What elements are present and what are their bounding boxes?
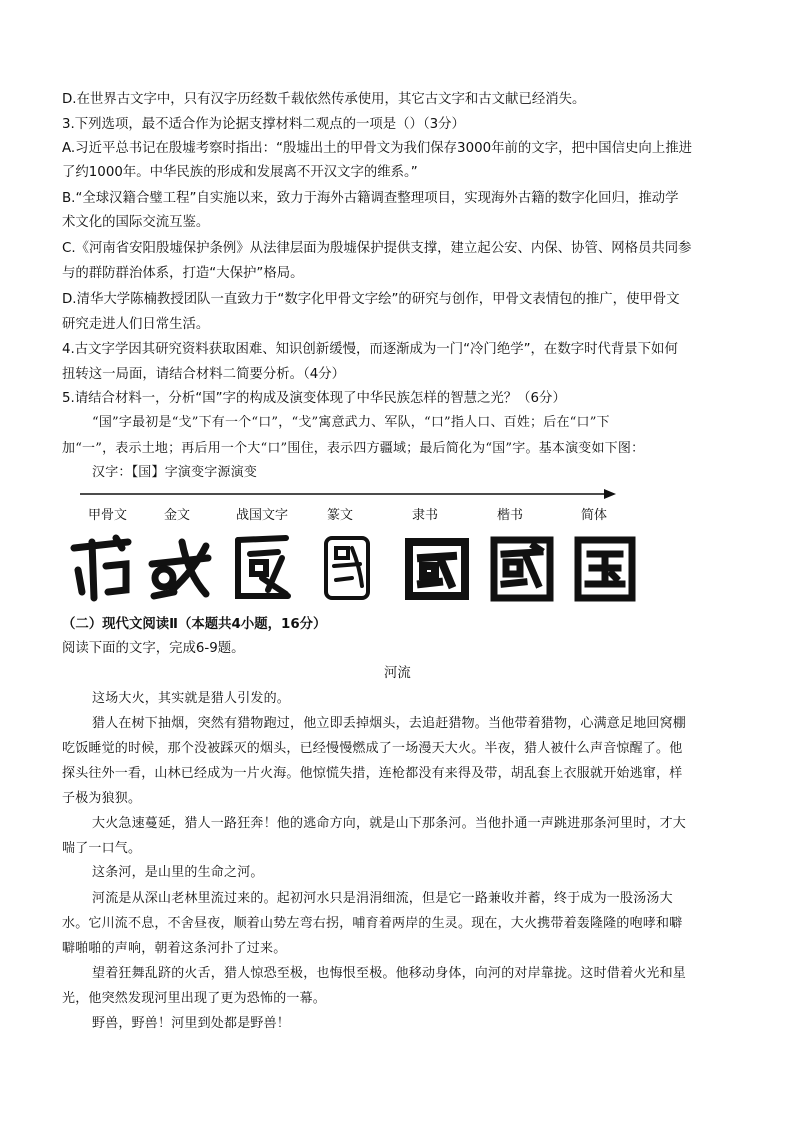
option-d-line: 研究走进人们日常生活。: [62, 317, 210, 332]
stage-regular: 楷书: [497, 508, 524, 523]
stage-warring-states: 战国文字: [236, 508, 289, 523]
evolution-arrow: [60, 484, 640, 504]
question-5: 5.请结合材料一，分析“国”字的构成及演变体现了中华民族怎样的智慧之光？（6分）: [62, 391, 566, 406]
passage-line: 猎人在树下抽烟，突然有猎物跑过，他立即丢掉烟头，去追赶猎物。当他带着猎物，心满意足地回窝棚: [92, 716, 687, 731]
option-d-line: D.清华大学陈楠教授团队一直致力于“数字化甲骨文字绘”的研究与创作，甲骨文表情包的推广，使甲骨文: [62, 292, 680, 307]
explain-line: “国”字最初是“戈”下有一个“口”，“戈”寓意武力、军队，“口”指人口、百姓；后在“口”下: [92, 415, 610, 430]
option-c-line: C.《河南省安阳殷墟保护条例》从法律层面为殷墟保护提供支撑，建立起公安、内保、协管、网格员共同参: [62, 241, 692, 256]
reading-instruction: 阅读下面的文字，完成6-9题。: [62, 641, 245, 656]
passage-line: 这条河，是山里的生命之河。: [92, 865, 264, 880]
passage-line: 望着狂舞乱跻的火舌，猎人惊恐至极，也悔恨至极。他移动身体，向河的对岸靠拢。这时借着火光和星: [92, 966, 687, 981]
passage-title: 河流: [384, 666, 411, 681]
clerical-glyph: [403, 534, 473, 604]
passage-line: 河流是从深山老林里流过来的。起初河水只是涓涓细流，但是它一路兼收并蓄，终于成为一股汤汤大: [92, 891, 673, 906]
option-a-line: 了约1000年。中华民族的形成和发展离不开汉文字的维系。”: [62, 165, 418, 180]
option-a-line: A.习近平总书记在殷墟考察时指出：“殷墟出土的甲骨文为我们保存3000年前的文字，把中国信史向上推进: [62, 141, 692, 156]
stage-simplified: 简体: [581, 508, 608, 523]
passage-line: 吃饭睡觉的时候，那个没被踩灭的烟头，已经慢慢燃成了一场漫天大火。半夜，猎人被什么声音惊醒了。他: [62, 741, 683, 756]
bronze-glyph: [144, 534, 214, 604]
option-c-line: 与的群防群治体系，打造“大保护”格局。: [62, 266, 304, 281]
question-3: 3.下列选项，最不适合作为论据支撑材料二观点的一项是（）（3分）: [62, 117, 465, 132]
question-4: 4.古文字学因其研究资料获取困难、知识创新缓慢，而逐渐成为一门“冷门绝学”，在数字时代背景下如何: [62, 342, 678, 357]
passage-line: 噼啪啪的声响，朝着这条河扑了过来。: [62, 941, 287, 956]
passage-line: 水。它川流不息，不舍昼夜，顺着山势左弯右拐，哺育着两岸的生灵。现在，大火携带着轰隆隆的咆哮和噼: [62, 916, 683, 931]
warring-states-glyph: [232, 534, 294, 604]
simplified-glyph: [572, 534, 638, 604]
text-line: D.在世界古文字中，只有汉字历经数千载依然传承使用，其它古文字和古文献已经消失。: [62, 92, 586, 107]
oracle-bone-glyph: [68, 534, 134, 604]
passage-line: 这场大火，其实就是猎人引发的。: [92, 691, 291, 706]
stage-seal: 篆文: [327, 508, 354, 523]
passage-line: 光，他突然发现河里出现了更为恐怖的一幕。: [62, 991, 327, 1006]
character-evolution-figure: [60, 484, 640, 610]
stage-oracle-bone: 甲骨文: [88, 508, 128, 523]
passage-line: 探头往外一看，山林已经成为一片火海。他惊慌失措，连枪都没有来得及带，胡乱套上衣服就开始逃窜，样: [62, 766, 683, 781]
passage-line: 野兽，野兽！河里到处都是野兽！: [92, 1016, 291, 1031]
section-heading: （二）现代文阅读Ⅱ（本题共4小题，16分）: [62, 617, 327, 632]
question-4: 扭转这一局面，请结合材料二简要分析。（4分）: [62, 367, 346, 382]
passage-line: 大火急速蔓延，猎人一路狂奔！他的逃命方向，就是山下那条河。当他扑通一声跳进那条河里时，才大: [92, 816, 687, 831]
regular-glyph: [488, 534, 558, 604]
option-b-line: B.“全球汉籍合璧工程”自实施以来，致力于海外古籍调查整理项目，实现海外古籍的数字化回归，推动学: [62, 191, 679, 206]
figure-caption: 汉字：【国】字演变字源演变: [92, 465, 258, 480]
seal-glyph: [322, 534, 372, 604]
option-b-line: 术文化的国际交流互鉴。: [62, 215, 210, 230]
passage-line: 子极为狼狈。: [62, 791, 142, 806]
stage-bronze: 金文: [164, 508, 191, 523]
explain-line: 加“一”，表示土地；再后用一个大“口”围住，表示四方疆域；最后简化为“国”字。基本演变如下图：: [62, 441, 645, 456]
passage-line: 喘了一口气。: [62, 841, 142, 856]
stage-clerical: 隶书: [412, 508, 439, 523]
